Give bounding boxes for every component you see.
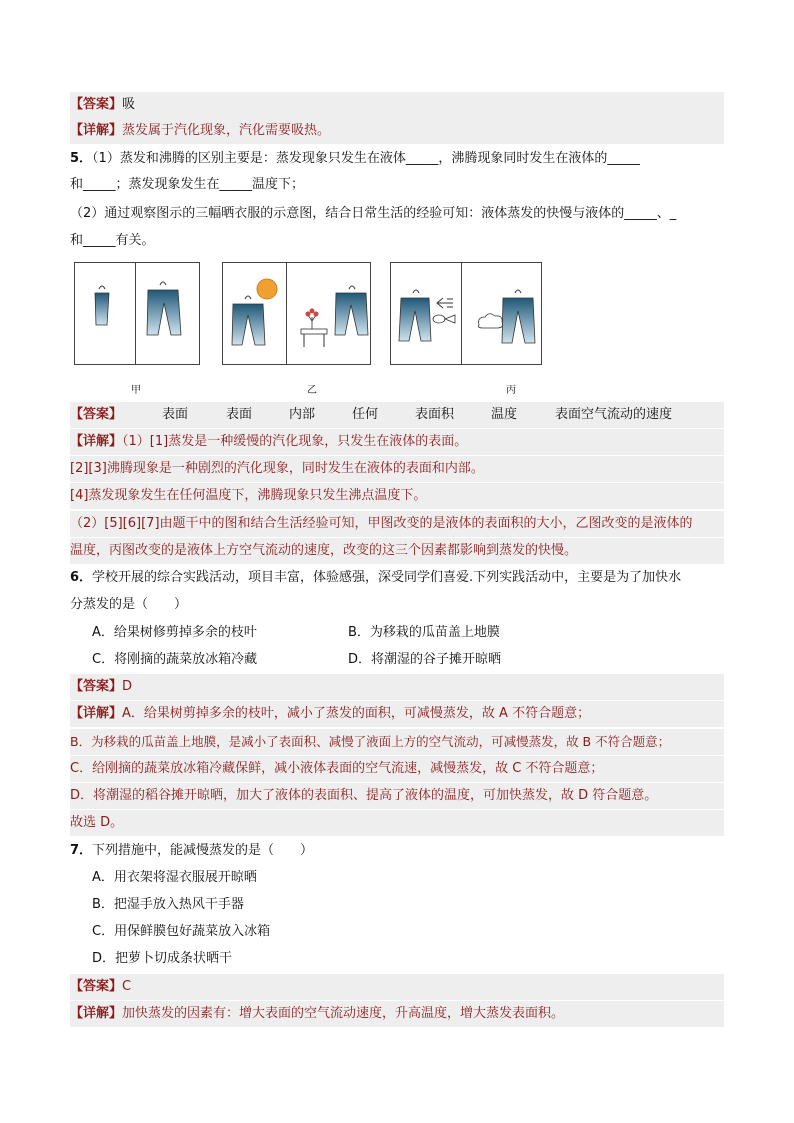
q6-answer-row (70, 674, 724, 700)
q4-answer-row (70, 92, 724, 118)
q5-detail-row-1 (70, 429, 724, 455)
detail-label: 【详解】 (70, 434, 123, 449)
question-text: （1）蒸发和沸腾的区别主要是：蒸发现象只发生在液体_____，沸腾现象同时发生在液体的_____ (92, 151, 640, 166)
q6-detail-row-4: D．将潮湿的稻谷摊开晾晒，加大了液体的表面积、提高了液体的温度，可加快蒸发，故 D 符合题意。 (70, 783, 724, 809)
q7-line-1 (70, 838, 724, 864)
q6-line-1 (70, 565, 724, 591)
sun-and-pants-icon (223, 263, 370, 364)
detail-label: 【详解】 (70, 1006, 123, 1021)
answer-label: 【答案】 (70, 407, 123, 422)
answer-label: 【答案】 (70, 679, 123, 694)
question-number: 6． (70, 570, 93, 585)
option-d[interactable]: D．将潮湿的谷子摊开晾晒 (348, 652, 502, 667)
q6-options-row-2 (70, 647, 724, 673)
question-text: 学校开展的综合实践活动，项目丰富，体验感强，深受同学们喜爱.下列实践活动中，主要是为了加快水 (92, 570, 682, 585)
q6-detail-row-2: B．为移栽的瓜苗盖上地膜，是减小了表面积、减慢了液面上方的空气流动，可减慢蒸发，故 B 不符合题意； (70, 729, 724, 755)
q4-detail-row (70, 118, 724, 144)
detail-label: 【详解】 (70, 123, 123, 138)
question-text: （2）通过观察图示的三幅晒衣服的示意图，结合日常生活的经验可知：液体蒸发的快慢与液体的_____、_ (70, 206, 677, 221)
figure-jia (74, 262, 200, 365)
answer-item: 表面 (162, 407, 189, 422)
q7-option-a-row (70, 865, 724, 891)
wind-and-pants-icon (391, 263, 541, 364)
figure-yi (222, 262, 371, 365)
detail-text: 加快蒸发的因素有：增大表面的空气流动速度，升高温度，增大蒸发表面积。 (122, 1006, 565, 1021)
detail-text: （1）[1]蒸发是一种缓慢的汽化现象，只发生在液体的表面。 (122, 434, 468, 449)
q5-answer-row (70, 402, 724, 428)
q7-detail-row (70, 1001, 724, 1027)
option-c[interactable]: C．用保鲜膜包好蔬菜放入冰箱 (92, 924, 271, 939)
q5-detail-row-4: （2）[5][6][7]由题干中的图和结合生活经验可知，甲图改变的是液体的表面积的大小，乙图改变的是液体的 (70, 511, 724, 537)
question-number: 5． (70, 151, 93, 166)
q6-detail-row-1 (70, 701, 724, 727)
answer-item: 温度 (491, 407, 518, 422)
answer-text: D (122, 679, 133, 694)
option-c[interactable]: C．将刚摘的蔬菜放冰箱冷藏 (92, 652, 258, 667)
answer-item: 表面积 (415, 407, 455, 422)
answer-text: 吸 (122, 97, 136, 112)
q5-line-1 (70, 146, 724, 172)
q7-option-b-row (70, 892, 724, 918)
q6-detail-row-5: 故选 D。 (70, 810, 724, 836)
q5-line-4 (70, 228, 724, 254)
q6-options-row-1 (70, 620, 724, 646)
q5-line-3 (70, 201, 724, 227)
q7-option-c-row (70, 919, 724, 945)
option-a[interactable]: A．用衣架将湿衣服展开晾晒 (92, 870, 257, 885)
option-d[interactable]: D．把萝卜切成条状晒干 (92, 951, 233, 966)
q5-detail-row-3: [4]蒸发现象发生在任何温度下，沸腾现象只发生沸点温度下。 (70, 483, 724, 509)
option-b[interactable]: B．为移栽的瓜苗盖上地膜 (348, 625, 500, 640)
q5-detail-row-2: [2][3]沸腾现象是一种剧烈的汽化现象，同时发生在液体的表面和内部。 (70, 456, 724, 482)
figure-caption-yi: 乙 (307, 385, 317, 396)
q5-line-2 (70, 172, 724, 198)
detail-label: 【详解】 (70, 706, 123, 721)
question-text: 分蒸发的是（ ） (70, 597, 188, 612)
question-text: 和_____；蒸发现象发生在_____温度下； (70, 177, 305, 192)
detail-text: A．给果树剪掉多余的枝叶，减小了蒸发的面积，可减慢蒸发，故 A 不符合题意； (122, 706, 591, 721)
answer-item: 任何 (352, 407, 379, 422)
answer-item: 内部 (289, 407, 316, 422)
answer-label: 【答案】 (70, 97, 123, 112)
answer-label: 【答案】 (70, 979, 123, 994)
folded-pants-icon (75, 263, 199, 364)
q7-answer-row (70, 974, 724, 1000)
q6-line-2 (70, 592, 724, 618)
question-number: 7． (70, 843, 93, 858)
q7-option-d-row (70, 946, 724, 972)
question-text: 和_____有关。 (70, 233, 155, 248)
figure-caption-jia: 甲 (131, 385, 141, 396)
answer-text: C (122, 979, 132, 994)
answer-item: 表面 (226, 407, 253, 422)
option-a[interactable]: A．给果树修剪掉多余的枝叶 (92, 625, 257, 640)
q5-detail-row-5: 温度，丙图改变的是液体上方空气流动的速度，改变的这三个因素都影响到蒸发的快慢。 (70, 538, 724, 564)
figure-bing (390, 262, 542, 365)
figure-caption-bing: 丙 (506, 385, 516, 396)
answer-item: 表面空气流动的速度 (555, 407, 673, 422)
q6-detail-row-3: C．给刚摘的蔬菜放冰箱冷藏保鲜，减小液体表面的空气流速，减慢蒸发，故 C 不符合题意； (70, 756, 724, 782)
detail-text: 蒸发属于汽化现象，汽化需要吸热。 (122, 123, 331, 138)
question-text: 下列措施中，能减慢蒸发的是（ ） (92, 843, 314, 858)
option-b[interactable]: B．把湿手放入热风干手器 (92, 897, 244, 912)
